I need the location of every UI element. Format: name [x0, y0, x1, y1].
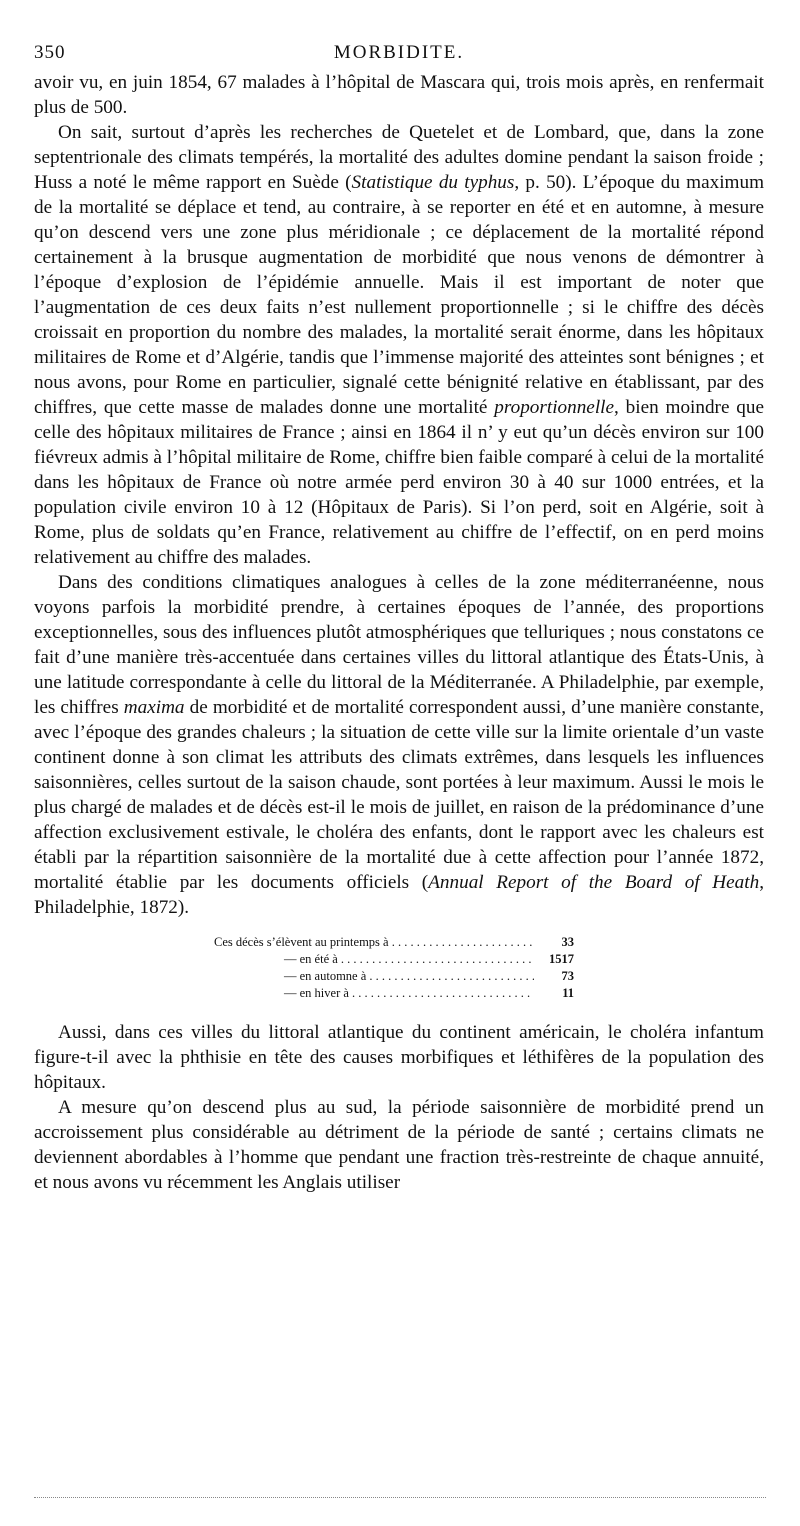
text-segment: , p. 50). L’époque du maximum de la mortalité se déplace et tend, au contraire, à se reporter en été et en automne, à mesure qu’on descend vers une zone plus méridionale ; ce déplacement de la mortalité répond certainement à la brusque augmentation de morbidité que nous venons de démontrer à l’époque d’explosion de l’épidémie annuelle. Mais il est important de noter que l’augmentation de ces deux faits n’est nullement proportionnelle ; si le chiffre des décès croissait en proportion du nombre des malades, la mortalité serait énorme, dans les hôpitaux militaires de Rome et d’Algérie, tandis que l’immense majorité des atteintes sont bénignes ; et nous avons, pour Rome en particulier, signalé cette bénignité relative en établissant, par des chiffres, que cette masse de malades donne une mortalité [34, 172, 764, 418]
text-segment: , Philadelphie, 1872). [34, 872, 764, 918]
stat-label: Ces décès s’élèvent au printemps à . . . [214, 934, 534, 951]
page-header [34, 38, 764, 70]
footer-rule [34, 1497, 766, 1498]
text-segment: de morbidité et de mortalité correspondent aussi, d’une manière constante, avec l’époque des grandes chaleurs ; la situation de cette ville sur la limite orientale d’un vaste continent donne à son climat les attributs des climats extrêmes, dans lesquels les influences saisonnières, celles surtout de la saison chaude, sont portées à leur maximum. Aussi le mois le plus chargé de malades et de décès est-il le mois de juillet, en raison de la prédominance d’une affection exclusivement estivale, le choléra des enfants, dont le rapport avec les chaleurs est établi par la répartition saisonnière de la mortalité due à cette affection pour l’année 1872, mortalité établie par les documents officiels ( [34, 697, 765, 893]
stat-label: — en automne à . . . [214, 968, 534, 985]
text-segment: Dans des conditions climatiques analogues à celles de la zone méditerranéenne, nous voyons parfois la morbidité prendre, à certaines époques de l’année, des proportions exceptionnelles, sous des influences plutôt atmosphériques que telluriques ; nous constatons ce fait d’une manière très-accentuée dans certaines villes du littoral atlantique des États-Unis, à une latitude correspondante à celle du littoral de la Méditerranée. A Philadelphie, par exemple, les chiffres [34, 572, 764, 718]
stat-row [214, 985, 574, 1002]
paragraph [34, 570, 764, 920]
stat-label: — en été à . . . [214, 951, 534, 968]
stat-label: — en hiver à . . . [214, 985, 534, 1002]
text-segment: On sait, surtout d’après les recherches de Quetelet et de Lombard, que, dans la zone septentrionale des climats tempérés, la mortalité des adultes domine pendant la saison froide ; Huss a noté le même rapport en Suède ( [34, 122, 764, 193]
body-text [34, 70, 764, 920]
paragraph [34, 1020, 764, 1095]
book-page [34, 38, 764, 1195]
body-text-continued [34, 1020, 764, 1195]
text-segment: A mesure qu’on descend plus au sud, la période saisonnière de morbidité prend un accroissement plus considérable au détriment de la période de santé ; certains climats ne deviennent abordables à l’homme que pendant une fraction très-restreinte de chaque annuité, et nous avons vu récemment les Anglais utiliser [34, 1097, 764, 1193]
text-segment: Aussi, dans ces villes du littoral atlantique du continent américain, le choléra infantum figure-t-il avec la phthisie en tête des causes morbifiques et léthifères de la population des hôpitaux. [34, 1022, 764, 1093]
stat-value: 11 [562, 986, 574, 1000]
stat-value: 33 [561, 935, 574, 949]
stat-value: 1517 [549, 952, 574, 966]
text-segment: avoir vu, en juin 1854, 67 malades à l’hôpital de Mascara qui, trois mois après, en renfermait plus de 500. [34, 72, 764, 118]
italic-text: Annual Report of the Board of Heath [428, 872, 760, 893]
text-segment: , bien moindre que celle des hôpitaux militaires de France ; ainsi en 1864 il n’ y eut qu’un décès environ sur 100 fiévreux admis à l’hôpital militaire de Rome, chiffre bien faible comparé à celui de la mortalité dans les hôpitaux de France où notre armée perd environ 30 à 40 sur 1000 entrées, et la population civile environ 10 à 12 (Hôpitaux de Paris). Si l’on perd, soit en Algérie, soit à Rome, plus de soldats qu’en France, relativement au chiffre de l’effectif, on en perd moins relativement au chiffre des malades. [34, 397, 765, 568]
page-number: 350 [34, 42, 66, 63]
mortality-statistics [214, 934, 574, 1002]
stat-row [214, 968, 574, 985]
italic-text: proportionnelle [494, 397, 614, 418]
italic-text: maxima [123, 697, 185, 718]
running-title: MORBIDITE. [333, 42, 465, 63]
stat-value: 73 [561, 969, 574, 983]
paragraph [34, 120, 764, 570]
paragraph [34, 1095, 764, 1195]
stat-row [214, 951, 574, 968]
italic-text: Statistique du typhus [351, 172, 515, 193]
stat-row [214, 934, 574, 951]
paragraph [34, 70, 764, 120]
